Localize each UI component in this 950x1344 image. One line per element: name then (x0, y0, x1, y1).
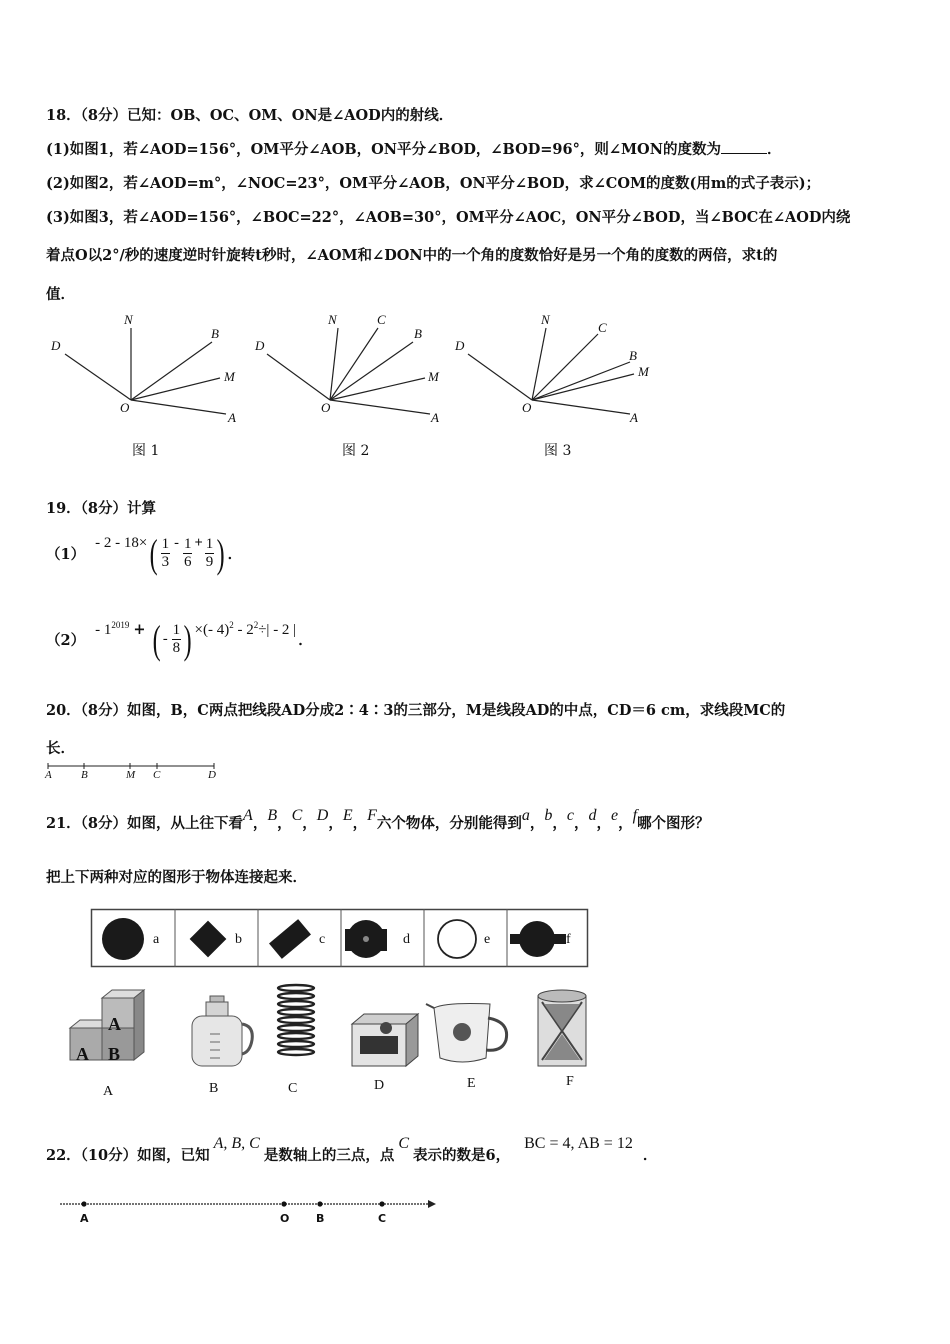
q21-top-views-table (91, 909, 591, 969)
obj-var-A: A (243, 807, 253, 824)
fig1-label-O: O (120, 400, 130, 415)
q19-part2-a: - $1^{2019}$ (95, 619, 130, 638)
fig2-label-M: M (428, 369, 439, 384)
fig3-label-C: C (598, 320, 607, 335)
q18-part1-end: ． (766, 141, 782, 158)
fraction-1-6: $\frac{1}{6}$ (183, 535, 192, 570)
q19-part1-left: - 2 - 18× (95, 534, 148, 551)
q21-line2: 把上下两种对应的图形于物体连接起来． (46, 869, 307, 886)
q22-number-line (56, 1196, 446, 1216)
q19-part2-rest: ×(- $4)^2 - 2^2\div| - 2$ | (194, 619, 297, 638)
q19-part1 (46, 528, 242, 578)
q22-text-b: 是数轴上的三点，点 (263, 1147, 395, 1164)
q20-line2: 长． (46, 740, 75, 757)
fraction-1-3: $\frac{1}{3}$ (161, 535, 170, 570)
object-label-F: F (566, 1074, 574, 1089)
object-label-D: D (374, 1078, 385, 1093)
left-paren: ( (149, 530, 158, 576)
q19-title: 19．（8分）计算 (46, 500, 157, 517)
q19-part2-label: （2） (46, 631, 86, 649)
fig3-label-D: D (455, 338, 465, 353)
q18-part3-line3: 值． (46, 286, 75, 303)
cell-letter-c: c (319, 932, 326, 947)
fig2-label-B: B (414, 326, 422, 341)
object-D-box (352, 1014, 418, 1066)
q21-line1: 21．（8分）如图，从上往下看A，B，C，D，E，F六个物体，分别能得到a，b，c，d，e，f哪个图形？ (46, 807, 710, 832)
object-label-A: A (103, 1084, 114, 1099)
right-paren: ) (216, 530, 225, 576)
cell-letter-f: f (566, 932, 571, 947)
view-var-f: f (632, 807, 638, 824)
q20-label-D: D (208, 769, 216, 781)
obj-var-C: C (291, 807, 303, 824)
cell-letter-a: a (153, 932, 160, 947)
q22-label-A: A (80, 1212, 89, 1225)
view-a-circle (102, 918, 144, 960)
fig3-label-A: A (630, 410, 638, 425)
object-F-cylinder (538, 990, 586, 1066)
answer-blank (721, 141, 767, 154)
q19-part2-neg: - (162, 630, 168, 647)
q21-text-end: 哪个图形？ (637, 815, 710, 832)
q22-var-C: C (398, 1135, 409, 1152)
obj-var-B: B (267, 807, 278, 824)
view-var-b: b (544, 807, 553, 824)
q20-label-C: C (153, 769, 161, 781)
obj-var-E: E (342, 807, 353, 824)
fig1-label-B: B (211, 326, 219, 341)
point-C (379, 1201, 384, 1206)
q20-line1: 20．（8分）如图，B，C两点把线段AD分成2∶4∶3的三部分，M是线段AD的中点，CD＝6 cm，求线段MC的 (46, 702, 786, 719)
q21-text-mid: 六个物体，分别能得到 (376, 815, 522, 832)
fig3-label-B: B (629, 348, 637, 363)
object-C-spring (278, 985, 314, 1055)
cell-letter-b: b (235, 932, 242, 947)
q21-objects (60, 980, 620, 1080)
object-label-B: B (209, 1081, 219, 1096)
q22-text-a: 22．（10分）如图，已知 (46, 1147, 210, 1164)
fig3-label-M: M (638, 364, 649, 379)
object-label-C: C (288, 1081, 298, 1096)
view-var-e: e (611, 807, 619, 824)
fig2-label-C: C (377, 312, 386, 327)
fig3-label-O: O (522, 400, 532, 415)
minus-sign: - (174, 534, 179, 551)
view-e-hollow-circle (438, 920, 476, 958)
point-A (81, 1201, 86, 1206)
q18-part3-line1: (3)如图3，若∠AOD=156°，∠BOC=22°，∠AOB=30°，OM平分∠AOC，ON平分∠BOD，当∠BOC在∠AOD内绕 (46, 209, 851, 226)
fig3-caption: 图 3 (544, 443, 572, 459)
object-label-E: E (467, 1076, 476, 1091)
fig1-label-A: A (228, 410, 236, 425)
fraction-1-9: $\frac{1}{9}$ (205, 535, 214, 570)
fraction-1-8: $\frac{1}{8}$ (172, 621, 181, 656)
q18-part1 (46, 138, 781, 159)
block-letter-left: A (76, 1044, 89, 1064)
fig2-label-N: N (328, 312, 337, 327)
object-E-cup (426, 1004, 507, 1063)
q19-part2 (46, 612, 313, 666)
exponent-2019: 2019 (111, 619, 130, 630)
point-B (317, 1201, 322, 1206)
block-letter-top: A (108, 1014, 121, 1034)
q22-line1 (46, 1135, 658, 1165)
obj-var-D: D (316, 807, 329, 824)
q18-part3-line2: 着点O以2°/秒的速度逆时针旋转t秒时，∠AOM和∠DON中的一个角的度数恰好是另一个角的度数的两倍，求t的 (46, 247, 778, 264)
q22-end: ． (642, 1147, 658, 1164)
cell-letter-d: d (403, 932, 410, 947)
q18-part2: (2)如图2，若∠AOD=m°，∠NOC=23°，OM平分∠AOB，ON平分∠BOD，求∠COM的度数(用m的式子表示)； (46, 175, 821, 192)
q20-label-B: B (81, 769, 88, 781)
point-O (281, 1201, 286, 1206)
q22-text-c: 表示的数是6， (413, 1147, 511, 1164)
fig1-label-N: N (124, 312, 133, 327)
fig1-label-D: D (51, 338, 61, 353)
obj-var-F: F (367, 807, 377, 824)
cell-letter-e: e (484, 932, 491, 947)
object-B-jug (192, 996, 252, 1066)
fig3-label-N: N (541, 312, 550, 327)
q22-label-B: B (316, 1212, 325, 1225)
q20-label-M: M (126, 769, 136, 781)
fig1-label-M: M (224, 369, 235, 384)
right-paren-2: ) (183, 616, 192, 662)
view-var-d: d (588, 807, 597, 824)
fig1-caption: 图 1 (132, 443, 160, 459)
fig2-label-A: A (431, 410, 439, 425)
q21-text-a: 21．（8分）如图，从上往下看 (46, 815, 244, 832)
q18-figure-1 (40, 310, 240, 430)
q19-part2-end: ． (298, 631, 313, 649)
block-letter-right: B (108, 1044, 121, 1064)
q22-label-O: O (280, 1212, 290, 1225)
fig2-label-D: D (255, 338, 265, 353)
view-var-a: a (521, 807, 530, 824)
q19-part1-end: ． (227, 545, 243, 563)
q22-condition: BC = 4, AB = 12 (524, 1135, 633, 1152)
fig2-label-O: O (321, 400, 331, 415)
q22-vars: A, B, C (213, 1135, 260, 1152)
view-var-c: c (566, 807, 574, 824)
q22-label-C: C (378, 1212, 387, 1225)
left-paren-2: ( (152, 616, 161, 662)
q18-intro: 18．（8分）已知：OB、OC、OM、ON是∠AOD内的射线． (46, 107, 454, 124)
q18-part1-text: (1)如图1，若∠AOD=156°，OM平分∠AOB，ON平分∠BOD，∠BOD=96°，则∠MON的度数为 (46, 141, 721, 158)
q20-label-A: A (45, 769, 52, 781)
q19-part1-label: （1） (46, 545, 86, 563)
fig2-caption: 图 2 (342, 443, 370, 459)
q19-part2-plus: + (133, 620, 146, 638)
plus-sign: + (194, 534, 203, 551)
